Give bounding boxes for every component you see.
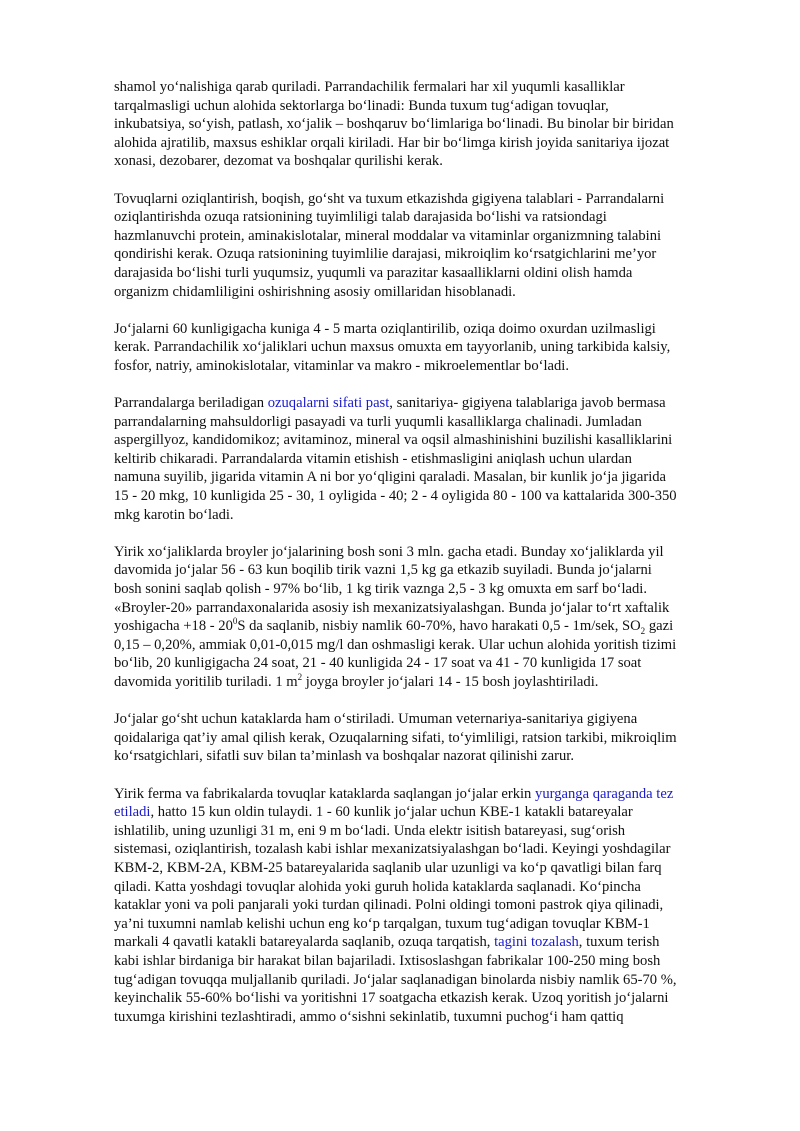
text-span: yoshigacha +18 - 20 [114, 618, 233, 635]
hyperlink-faster-growth[interactable]: yurganga qaraganda tez [535, 785, 674, 802]
paragraph-sectors [114, 78, 740, 171]
text-span: , tuxum terish [578, 934, 660, 951]
text-line: hazmlanuvchi protein, aminakislotalar, mineral moddalar va vitaminlar organizmning talabini [114, 227, 662, 244]
text-line: tuxumga kirishini tezlashtiradi, ammo o‘sishni sekinlatib, tuxumni puchog‘i ham qattiq [114, 1008, 624, 1025]
text-line: inkubatsiya, so‘yish, patlash, xo‘jalik – boshqaruv bo‘limlariga bo‘linadi. Bu binolar bir biridan [114, 116, 674, 133]
text-line [114, 617, 740, 636]
text-line: 0,15 – 0,20%, ammiak 0,01-0,015 mg/l dan oshmasligi kerak. Ular uchun alohida yoritish tizimi [114, 636, 677, 653]
text-line: alohida ajratilib, maxsus eshiklar orqali kiriladi. Har bir bo‘limga kirish joyida sanitariya ijozat [114, 134, 670, 151]
document-page [114, 78, 740, 1045]
text-line: fosfor, natriy, aminokislotalar, vitaminlar va makro - mikroelementlar bo‘ladi. [114, 357, 570, 374]
paragraph-feed-quality [114, 394, 740, 524]
text-line: namuna suyilib, jigarida vitamin A ni bor yo‘qligini qaraladi. Masalan, bir kunlik jo‘ja jigarida [114, 469, 667, 486]
hyperlink-feed-quality[interactable]: ozuqalarni sifati past [267, 395, 390, 412]
hyperlink-cleaning[interactable]: tagini tozalash [494, 934, 579, 951]
paragraph-large-farms [114, 785, 740, 1027]
text-line [114, 673, 740, 692]
text-line: mkg karotin bo‘ladi. [114, 506, 234, 523]
paragraph-cage-rearing [114, 710, 740, 766]
text-line: Yirik xo‘jaliklarda broyler jo‘jalarining bosh soni 3 mln. gacha etadi. Bunday xo‘jaliklarda yil [114, 543, 664, 560]
subscript: 2 [640, 626, 646, 637]
text-line: kabi ishlar birdaniga bir harakat bilan bajariladi. Ixtisoslashgan fabrikalar 100-250 ming bosh [114, 952, 661, 969]
text-span: joyga broyler jo‘jalari 14 - 15 bosh joylashtiriladi. [302, 674, 599, 690]
text-span: Parrandalarga beriladigan [114, 395, 268, 412]
paragraph-broiler-farms [114, 543, 740, 692]
text-line: Jo‘jalarni 60 kunligigacha kuniga 4 - 5 marta oziqlantirilib, oziqa doimo oxurdan uzilmasligi [114, 320, 656, 337]
text-line: bosh sonini saqlab qolish - 97% bo‘lib, 1 kg tirik vaznga 2,5 - 3 kg omuxta em sarf bo‘ladi. [114, 581, 647, 598]
text-line: sistemasi, oziqlantirish, tozalash kabi ishlar mexanizatsiyalashgan bo‘ladi. Keyingi yoshdagilar [114, 841, 671, 858]
text-line: davomida jo‘jalar 56 - 63 kun boqilib tirik vazni 1,5 kg ga etkazib suyiladi. Bunda jo‘jalarni [114, 562, 652, 579]
text-span: S da saqlanib, nisbiy namlik 60-70%, havo harakati 0,5 - 1m/sek, SO [237, 618, 641, 635]
text-line: ya’ni tuxumni namlab kelishi uchun eng ko‘p tarqalgan, tuxum tug‘adigan tovuqlar KBM-1 [114, 915, 650, 932]
text-line: tarqalmasligi uchun alohida sektorlarga bo‘linadi: Bunda tuxum tug‘adigan tovuqlar, [114, 97, 609, 114]
text-line [114, 785, 740, 804]
text-span: markali 4 qavatli katakli batareyalarda saqlanib, ozuqa tarqatish, [114, 934, 495, 951]
text-line: qondirishi kerak. Ozuqa ratsionining tuyimlilie darajasi, mikroiqlim ko‘rsatgichlarini me’yor [114, 246, 657, 263]
text-line: darajasida bo‘lishi turli yuqumsiz, yuqumli va parazitar kasaalliklarni oldini olish hamda [114, 264, 633, 281]
text-line: 15 - 20 mkg, 10 kunligida 25 - 30, 1 oyligida - 40; 2 - 4 oyligida 80 - 100 va kattalarida 300-350 [114, 488, 677, 505]
hyperlink-faster-growth-cont[interactable]: etiladi [114, 804, 151, 821]
text-line: organizm chidamliligini oshirishning asosiy omillaridan hisoblanadi. [114, 283, 516, 300]
text-span: , hatto 15 kun oldin tulaydi. 1 - 60 kunlik jo‘jalar uchun KBE-1 katakli batareyalar [150, 804, 633, 821]
text-line: kerak. Parrandachilik xo‘jaliklari uchun maxsus omuxta em tayyorlanib, uning tarkibida kalsiy, [114, 339, 671, 356]
text-line: Tovuqlarni oziqlantirish, boqish, go‘sht va tuxum etkazishda gigiyena talablari - Parrandalarni [114, 190, 665, 207]
text-span: Yirik ferma va fabrikalarda tovuqlar kataklarda saqlangan jo‘jalar erkin [114, 785, 536, 802]
superscript: 2 [297, 672, 303, 683]
paragraph-feeding-hygiene [114, 190, 740, 302]
text-line: KBM-2, KBM-2A, KBM-25 batareyalarida saqlanib ular uzunligi va ko‘p qavatligi bilan farq [114, 859, 662, 876]
text-span: gazi [645, 618, 674, 635]
text-span: , sanitariya- gigiyena talablariga javob bermasa [389, 395, 666, 412]
text-line: ishlatilib, uning uzunligi 31 m, eni 9 m bo‘ladi. Unda elektr isitish batareyasi, sug‘orish [114, 822, 626, 839]
text-line: aspergillyoz, kandidomikoz; avitaminoz, mineral va oqsil almashinishini buzilishi kasalliklarini [114, 432, 673, 449]
text-line: ko‘rsatgichlari, sifatli suv bilan ta’minlash va boshqalar nazorat qilinishi zarur. [114, 748, 574, 765]
text-line: qoidalariga qat’iy amal qilish kerak, Ozuqalarning sifati, to‘yimliligi, ratsion tarkibi, mikroiqlim [114, 729, 677, 746]
text-line: shamol yo‘nalishiga qarab quriladi. Parrandachilik fermalari har xil yuqumli kasalliklar [114, 79, 625, 95]
text-line: tug‘adigan tovuqqa muljallanib quriladi. Jo‘jalar saqlanadigan binolarda nisbiy namlik 65-70 %, [114, 971, 677, 988]
text-line [114, 803, 740, 822]
text-line: bo‘lib, 20 kunligigacha 24 soat, 21 - 40 kunligida 24 - 17 soat va 41 - 70 kunligida 17 soat [114, 655, 642, 672]
paragraph-chick-feeding [114, 320, 740, 376]
text-line: xonasi, dezobarer, dezomat va boshqalar qurilishi kerak. [114, 153, 443, 170]
text-line: «Broyler-20» parrandaxonalarida asosiy ish mexanizatsiyalashgan. Bunda jo‘jalar to‘rt xaftalik [114, 599, 670, 616]
text-line: kataklar yoni va poli panjarali yoki turdan qilinadi. Polni oldingi tomoni pastrok qiya qilinadi, [114, 897, 664, 914]
text-line [114, 933, 740, 952]
text-line: keltirib chikaradi. Parrandalarda vitamin etishish - etishmasligini aniqlash uchun ulardan [114, 450, 632, 467]
text-span: davomida yoritilib turiladi. 1 m [114, 674, 298, 690]
text-line: Jo‘jalar go‘sht uchun kataklarda ham o‘stiriladi. Umuman veternariya-sanitariya gigiyena [114, 711, 638, 728]
text-line: parrandalarning mahsuldorligi pasayadi va turli yuqumli kasalliklarga chalinadi. Jumladan [114, 413, 642, 430]
text-line [114, 394, 740, 413]
text-line: oziqlantirishda ozuqa ratsionining tuyimliligi talab darajasida bo‘lishi va ratsiondagi [114, 209, 607, 226]
superscript: 0 [232, 616, 238, 627]
text-line: qiladi. Katta yoshdagi tovuqlar alohida yoki guruh holida kataklarda saqlanadi. Ko‘pincha [114, 878, 641, 895]
text-line: keyinchalik 55-60% bo‘lishi va yoritishni 17 soatgacha etkazish kerak. Uzoq yoritish jo‘jalarni [114, 990, 669, 1007]
